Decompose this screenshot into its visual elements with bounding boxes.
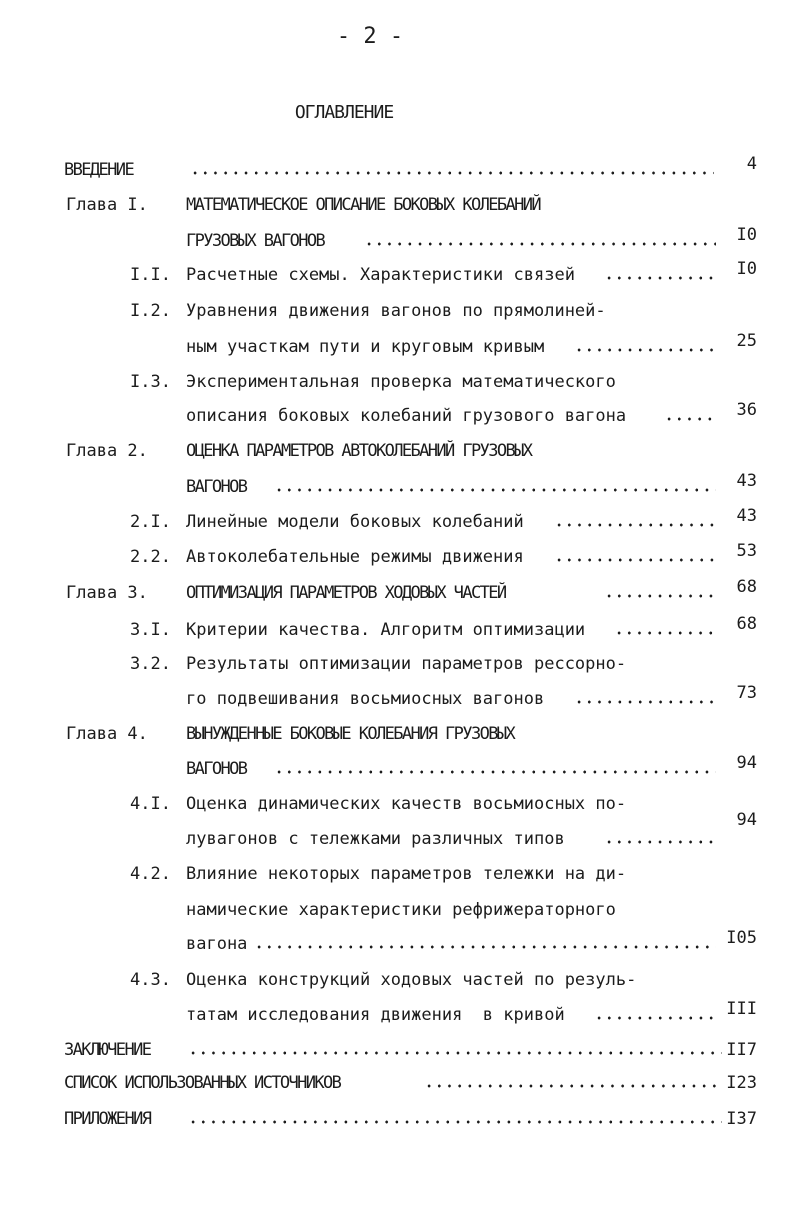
toc-section-3-2 [0, 652, 799, 676]
toc-page-number: I23 [726, 1073, 757, 1093]
toc-entry-title: вагона [186, 934, 248, 954]
toc-section-label: 3.2. [130, 654, 171, 674]
toc-chapter-label: Глава 3. [66, 583, 148, 603]
toc-section-label: I.3. [130, 372, 171, 392]
toc-entry-title: ВАГОНОВ [186, 759, 247, 779]
toc-entry-appendix [0, 1107, 799, 1131]
toc-chapter-label: Глава I. [66, 195, 148, 215]
toc-entry-title: лувагонов с тележками различных типов [186, 829, 565, 849]
toc-section-2-1 [0, 506, 799, 534]
dot-leader [664, 417, 716, 421]
toc-page-number: 68 [736, 577, 757, 597]
toc-entry-title: го подвешивания восьмиосных вагонов [186, 689, 545, 709]
toc-section-label: 4.I. [130, 794, 171, 814]
toc-section-label: 2.2. [130, 547, 171, 567]
toc-page-number: III [726, 999, 757, 1019]
toc-entry-conclusion [0, 1038, 799, 1062]
toc-section-label: 4.3. [130, 970, 171, 990]
toc-entry-title: ВЫНУЖДЕННЫЕ БОКОВЫЕ КОЛЕБАНИЯ ГРУЗОВЫХ [186, 724, 515, 744]
toc-entry-title: ВВЕДЕНИЕ [64, 160, 134, 180]
toc-section-1-1 [0, 259, 799, 287]
toc-chapter-label: Глава 2. [66, 441, 148, 461]
toc-section-1-3 [0, 370, 799, 394]
toc-section-4-1 [0, 792, 799, 830]
dot-leader [574, 348, 716, 352]
toc-page-number: 43 [736, 471, 757, 491]
toc-entry-title: Экспериментальная проверка математического [186, 372, 616, 392]
toc-page-number: 43 [736, 506, 757, 526]
toc-entry-title: ОЦЕНКА ПАРАМЕТРОВ АВТОКОЛЕБАНИЙ ГРУЗОВЫХ [186, 441, 532, 461]
toc-page-number: 4 [746, 154, 757, 174]
toc-entry-title: Оценка динамических качеств восьмиосных по- [186, 794, 627, 814]
dot-leader [554, 523, 716, 527]
dot-leader [554, 558, 716, 562]
toc-section-4-2 [0, 862, 799, 886]
toc-section-1-2 [0, 299, 799, 323]
dot-leader [424, 1084, 722, 1088]
toc-entry-title: ОПТИМИЗАЦИЯ ПАРАМЕТРОВ ХОДОВЫХ ЧАСТЕЙ [186, 583, 506, 603]
toc-entry-title: Результаты оптимизации параметров рессорно- [186, 654, 627, 674]
page-number: - 2 - [336, 24, 404, 49]
toc-section-1-2-cont [0, 331, 799, 359]
toc-section-4-1-cont [0, 827, 799, 851]
toc-entry-title: Автоколебательные режимы движения [186, 547, 524, 567]
toc-page-number: 53 [736, 541, 757, 561]
toc-entry-title: Расчетные схемы. Характеристики связей [186, 265, 575, 285]
toc-page-number: II7 [726, 1040, 757, 1060]
toc-entry-title: МАТЕМАТИЧЕСКОЕ ОПИСАНИЕ БОКОВЫХ КОЛЕБАНИЙ [186, 195, 541, 215]
toc-section-3-1 [0, 614, 799, 642]
toc-chapter-label: Глава 4. [66, 724, 148, 744]
toc-chapter-1 [0, 193, 799, 217]
dot-leader [364, 242, 716, 246]
toc-entry-title: Уравнения движения вагонов по прямолиней- [186, 301, 606, 321]
dot-leader [604, 276, 716, 280]
toc-chapter-2 [0, 439, 799, 463]
dot-leader [188, 1051, 722, 1055]
toc-section-1-3-cont [0, 400, 799, 428]
toc-entry-title: ПРИЛОЖЕНИЯ [64, 1109, 151, 1129]
toc-section-4-2-cont2 [0, 928, 799, 956]
dot-leader [188, 1120, 722, 1124]
toc-section-4-3-cont [0, 999, 799, 1027]
dot-leader [594, 1016, 716, 1020]
toc-entry-title: Влияние некоторых параметров тележки на ди- [186, 864, 627, 884]
toc-entry-title: намические характеристики рефрижераторного [186, 900, 616, 920]
toc-page-number: 68 [736, 614, 757, 634]
page-title: ОГЛАВЛЕНИЕ [294, 102, 394, 123]
dot-leader [274, 488, 716, 492]
dot-leader [614, 631, 716, 635]
toc-entry-title: татам исследования движения в кривой [186, 1005, 565, 1025]
toc-entry-title: ВАГОНОВ [186, 477, 247, 497]
toc-page-number: 94 [736, 753, 757, 773]
toc-entry-title: описания боковых колебаний грузового вагона [186, 406, 627, 426]
toc-section-4-2-cont [0, 898, 799, 922]
dot-leader [604, 840, 716, 844]
toc-section-3-2-cont [0, 683, 799, 711]
toc-entry-intro [0, 154, 799, 182]
toc-entry-title: ГРУЗОВЫХ ВАГОНОВ [186, 231, 325, 251]
toc-chapter-4 [0, 722, 799, 746]
toc-section-label: I.2. [130, 301, 171, 321]
toc-page-number: I0 [736, 225, 757, 245]
toc-entry-title: ным участкам пути и круговым кривым [186, 337, 545, 357]
toc-page-number: I0 [736, 259, 757, 279]
toc-chapter-4-cont [0, 753, 799, 781]
dot-leader [574, 700, 716, 704]
toc-entry-references [0, 1071, 799, 1095]
toc-page-number: I37 [726, 1109, 757, 1129]
dot-leader [604, 594, 716, 598]
toc-page-number: 25 [736, 331, 757, 351]
dot-leader [254, 945, 716, 949]
toc-chapter-3 [0, 577, 799, 605]
toc-section-label: I.I. [130, 265, 171, 285]
toc-entry-title: Линейные модели боковых колебаний [186, 512, 524, 532]
toc-entry-title: ЗАКЛЮЧЕНИЕ [64, 1040, 151, 1060]
toc-section-4-3 [0, 968, 799, 992]
toc-entry-title: Критерии качества. Алгоритм оптимизации [186, 620, 586, 640]
toc-section-label: 2.I. [130, 512, 171, 532]
toc-page-number: 36 [736, 400, 757, 420]
toc-page-number: 94 [736, 810, 757, 830]
dot-leader [274, 770, 716, 774]
toc-section-2-2 [0, 541, 799, 569]
toc-entry-title: Оценка конструкций ходовых частей по резуль- [186, 970, 637, 990]
toc-page-number: 73 [736, 683, 757, 703]
toc-section-label: 4.2. [130, 864, 171, 884]
dot-leader [190, 171, 714, 175]
toc-page-number: I05 [726, 928, 757, 948]
toc-chapter-1-cont [0, 225, 799, 253]
toc-chapter-2-cont [0, 471, 799, 499]
toc-section-label: 3.I. [130, 620, 171, 640]
toc-entry-title: СПИСОК ИСПОЛЬЗОВАННЫХ ИСТОЧНИКОВ [64, 1073, 341, 1093]
